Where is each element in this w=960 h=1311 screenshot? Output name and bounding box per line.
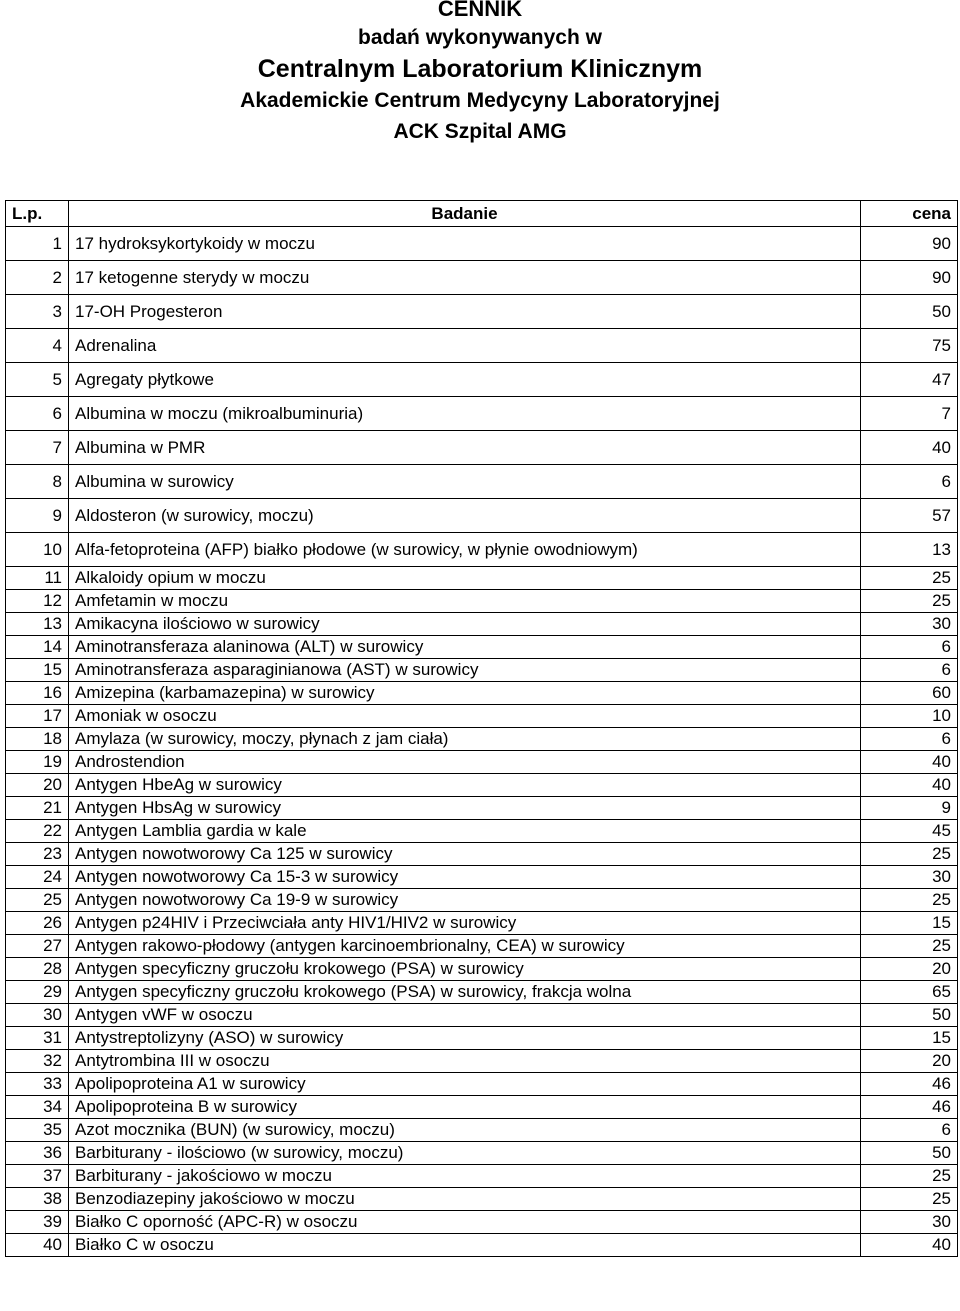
row-test-name: Antygen nowotworowy Ca 125 w surowicy	[69, 843, 861, 866]
table-row	[6, 363, 958, 397]
table-row	[6, 465, 958, 499]
table-row	[6, 499, 958, 533]
row-price: 50	[861, 295, 958, 329]
row-test-name: Białko C w osoczu	[69, 1234, 861, 1257]
row-lp: 6	[6, 397, 69, 431]
row-lp: 29	[6, 981, 69, 1004]
row-lp: 4	[6, 329, 69, 363]
row-test-name: Antygen nowotworowy Ca 19-9 w surowicy	[69, 889, 861, 912]
table-body	[6, 227, 958, 1257]
table-row	[6, 958, 958, 981]
row-lp: 39	[6, 1211, 69, 1234]
row-test-name: Amylaza (w surowicy, moczy, płynach z jam ciała)	[69, 728, 861, 751]
row-test-name: Antygen vWF w osoczu	[69, 1004, 861, 1027]
table-row	[6, 1119, 958, 1142]
row-price: 25	[861, 590, 958, 613]
row-test-name: Antygen Lamblia gardia w kale	[69, 820, 861, 843]
row-lp: 18	[6, 728, 69, 751]
table-row	[6, 261, 958, 295]
row-lp: 32	[6, 1050, 69, 1073]
table-row	[6, 1096, 958, 1119]
table-row	[6, 567, 958, 590]
row-lp: 24	[6, 866, 69, 889]
row-price: 25	[861, 889, 958, 912]
row-test-name: Apolipoproteina B w surowicy	[69, 1096, 861, 1119]
row-lp: 31	[6, 1027, 69, 1050]
row-lp: 35	[6, 1119, 69, 1142]
hospital-name: ACK Szpital AMG	[393, 120, 567, 143]
row-test-name: Benzodiazepiny jakościowo w moczu	[69, 1188, 861, 1211]
table-row	[6, 295, 958, 329]
row-lp: 37	[6, 1165, 69, 1188]
row-lp: 8	[6, 465, 69, 499]
row-price: 9	[861, 797, 958, 820]
row-lp: 17	[6, 705, 69, 728]
row-lp: 38	[6, 1188, 69, 1211]
table-row	[6, 1004, 958, 1027]
row-price: 6	[861, 1119, 958, 1142]
row-test-name: Białko C oporność (APC-R) w osoczu	[69, 1211, 861, 1234]
row-test-name: Albumina w moczu (mikroalbuminuria)	[69, 397, 861, 431]
row-lp: 33	[6, 1073, 69, 1096]
table-row	[6, 1188, 958, 1211]
table-row	[6, 774, 958, 797]
row-test-name: Antygen nowotworowy Ca 15-3 w surowicy	[69, 866, 861, 889]
row-price: 47	[861, 363, 958, 397]
row-test-name: Albumina w PMR	[69, 431, 861, 465]
table-row	[6, 227, 958, 261]
laboratory-name: Centralnym Laboratorium Klinicznym	[257, 55, 703, 83]
row-test-name: Antygen HbsAg w surowicy	[69, 797, 861, 820]
row-test-name: Antystreptolizyny (ASO) w surowicy	[69, 1027, 861, 1050]
document-title: CENNIK	[437, 0, 523, 21]
row-test-name: Amizepina (karbamazepina) w surowicy	[69, 682, 861, 705]
row-lp: 22	[6, 820, 69, 843]
row-test-name: Androstendion	[69, 751, 861, 774]
row-price: 25	[861, 935, 958, 958]
row-test-name: 17 ketogenne sterydy w moczu	[69, 261, 861, 295]
row-lp: 27	[6, 935, 69, 958]
row-test-name: Alfa-fetoproteina (AFP) białko płodowe (w surowicy, w płynie owodniowym)	[69, 533, 861, 567]
row-test-name: Amfetamin w moczu	[69, 590, 861, 613]
row-price: 30	[861, 613, 958, 636]
row-lp: 21	[6, 797, 69, 820]
table-row	[6, 1027, 958, 1050]
row-test-name: Albumina w surowicy	[69, 465, 861, 499]
row-test-name: Adrenalina	[69, 329, 861, 363]
row-lp: 36	[6, 1142, 69, 1165]
table-row	[6, 935, 958, 958]
row-lp: 7	[6, 431, 69, 465]
table-row	[6, 820, 958, 843]
row-price: 15	[861, 912, 958, 935]
table-row	[6, 728, 958, 751]
document-subtitle: badań wykonywanych w	[358, 26, 602, 49]
row-price: 20	[861, 958, 958, 981]
row-lp: 14	[6, 636, 69, 659]
row-lp: 26	[6, 912, 69, 935]
table-row	[6, 797, 958, 820]
row-test-name: Antygen specyficzny gruczołu krokowego (PSA) w surowicy, frakcja wolna	[69, 981, 861, 1004]
row-lp: 28	[6, 958, 69, 981]
row-test-name: 17 hydroksykortykoidy w moczu	[69, 227, 861, 261]
row-price: 25	[861, 843, 958, 866]
row-lp: 3	[6, 295, 69, 329]
row-lp: 30	[6, 1004, 69, 1027]
table-row	[6, 329, 958, 363]
table-row	[6, 659, 958, 682]
row-lp: 34	[6, 1096, 69, 1119]
row-lp: 1	[6, 227, 69, 261]
row-price: 25	[861, 1165, 958, 1188]
table-row	[6, 866, 958, 889]
row-lp: 10	[6, 533, 69, 567]
row-price: 90	[861, 227, 958, 261]
row-price: 6	[861, 636, 958, 659]
row-price: 46	[861, 1096, 958, 1119]
row-price: 65	[861, 981, 958, 1004]
row-price: 30	[861, 866, 958, 889]
row-price: 60	[861, 682, 958, 705]
row-price: 90	[861, 261, 958, 295]
row-price: 6	[861, 728, 958, 751]
row-price: 40	[861, 431, 958, 465]
table-row	[6, 705, 958, 728]
row-price: 10	[861, 705, 958, 728]
table-row	[6, 1211, 958, 1234]
row-test-name: 17-OH Progesteron	[69, 295, 861, 329]
table-row	[6, 981, 958, 1004]
row-test-name: Amoniak w osoczu	[69, 705, 861, 728]
column-header-cena: cena	[861, 201, 958, 227]
row-lp: 16	[6, 682, 69, 705]
row-lp: 2	[6, 261, 69, 295]
table-row	[6, 912, 958, 935]
row-test-name: Antytrombina III w osoczu	[69, 1050, 861, 1073]
row-price: 13	[861, 533, 958, 567]
row-test-name: Barbiturany - ilościowo (w surowicy, moczu)	[69, 1142, 861, 1165]
row-test-name: Antygen p24HIV i Przeciwciała anty HIV1/HIV2 w surowicy	[69, 912, 861, 935]
row-test-name: Amikacyna ilościowo w surowicy	[69, 613, 861, 636]
table-row	[6, 1050, 958, 1073]
table-row	[6, 843, 958, 866]
row-price: 25	[861, 1188, 958, 1211]
table-row	[6, 682, 958, 705]
row-price: 46	[861, 1073, 958, 1096]
table-row	[6, 533, 958, 567]
row-lp: 12	[6, 590, 69, 613]
row-price: 40	[861, 774, 958, 797]
row-lp: 9	[6, 499, 69, 533]
row-test-name: Aldosteron (w surowicy, moczu)	[69, 499, 861, 533]
row-lp: 25	[6, 889, 69, 912]
table-header-row	[6, 201, 958, 227]
row-price: 7	[861, 397, 958, 431]
row-test-name: Antygen rakowo-płodowy (antygen karcinoembrionalny, CEA) w surowicy	[69, 935, 861, 958]
column-header-lp: L.p.	[6, 201, 69, 227]
row-price: 75	[861, 329, 958, 363]
organization-name: Akademickie Centrum Medycyny Laboratoryjnej	[240, 89, 720, 112]
table-row	[6, 1142, 958, 1165]
table-row	[6, 636, 958, 659]
row-test-name: Aminotransferaza asparaginianowa (AST) w surowicy	[69, 659, 861, 682]
table-row	[6, 397, 958, 431]
row-lp: 23	[6, 843, 69, 866]
row-price: 50	[861, 1004, 958, 1027]
table-row	[6, 1234, 958, 1257]
row-test-name: Azot mocznika (BUN) (w surowicy, moczu)	[69, 1119, 861, 1142]
row-test-name: Aminotransferaza alaninowa (ALT) w surowicy	[69, 636, 861, 659]
row-lp: 5	[6, 363, 69, 397]
row-price: 6	[861, 659, 958, 682]
row-lp: 15	[6, 659, 69, 682]
row-price: 15	[861, 1027, 958, 1050]
price-list-table	[5, 200, 958, 1257]
row-test-name: Agregaty płytkowe	[69, 363, 861, 397]
table-row	[6, 1073, 958, 1096]
table-row	[6, 431, 958, 465]
table-row	[6, 889, 958, 912]
row-price: 57	[861, 499, 958, 533]
row-price: 50	[861, 1142, 958, 1165]
row-price: 30	[861, 1211, 958, 1234]
row-test-name: Barbiturany - jakościowo w moczu	[69, 1165, 861, 1188]
row-price: 25	[861, 567, 958, 590]
table-row	[6, 590, 958, 613]
row-lp: 40	[6, 1234, 69, 1257]
row-price: 40	[861, 751, 958, 774]
row-lp: 13	[6, 613, 69, 636]
column-header-badanie: Badanie	[69, 201, 861, 227]
row-test-name: Apolipoproteina A1 w surowicy	[69, 1073, 861, 1096]
row-lp: 20	[6, 774, 69, 797]
row-price: 20	[861, 1050, 958, 1073]
row-test-name: Antygen HbeAg w surowicy	[69, 774, 861, 797]
row-lp: 19	[6, 751, 69, 774]
table-row	[6, 1165, 958, 1188]
row-price: 6	[861, 465, 958, 499]
row-price: 45	[861, 820, 958, 843]
row-price: 40	[861, 1234, 958, 1257]
table-row	[6, 751, 958, 774]
table-row	[6, 613, 958, 636]
row-test-name: Alkaloidy opium w moczu	[69, 567, 861, 590]
row-lp: 11	[6, 567, 69, 590]
row-test-name: Antygen specyficzny gruczołu krokowego (PSA) w surowicy	[69, 958, 861, 981]
